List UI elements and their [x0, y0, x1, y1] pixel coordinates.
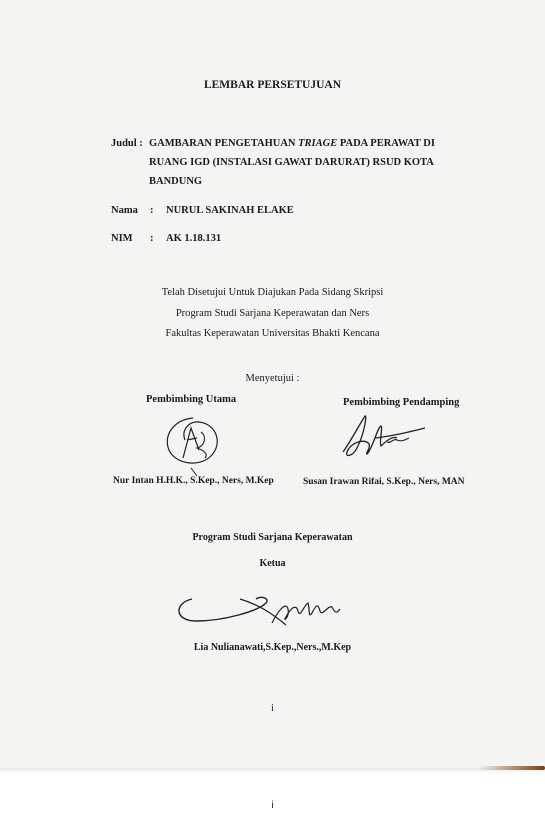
pembimbing-pendamping-role: Pembimbing Pendamping — [343, 397, 460, 408]
judul-line-3: BANDUNG — [149, 176, 203, 187]
judul-label: Judul : — [111, 138, 143, 149]
approval-line-3: Fakultas Keperawatan Universitas Bhakti Kencana — [165, 328, 380, 339]
pembimbing-utama-role: Pembimbing Utama — [146, 394, 237, 405]
scan-edge — [0, 768, 545, 774]
page-number-inner: i — [271, 703, 274, 714]
corner-mark — [478, 766, 545, 770]
nim-label: NIM — [111, 233, 133, 244]
nama-label: Nama — [111, 205, 138, 216]
nim-colon: : — [150, 233, 154, 244]
nama-colon: : — [150, 205, 154, 216]
document-title: LEMBAR PERSETUJUAN — [203, 79, 342, 91]
page-number-outer: i — [271, 800, 274, 811]
signature-pembimbing-utama — [155, 410, 240, 480]
approval-line-1: Telah Disetujui Untuk Diajukan Pada Sidang Skripsi — [161, 287, 384, 298]
signature-pembimbing-pendamping — [335, 408, 430, 468]
nim-value: AK 1.18.131 — [166, 233, 222, 244]
ketua-role: Ketua — [259, 558, 286, 569]
approval-line-2: Program Studi Sarjana Keperawatan dan Ners — [175, 308, 370, 319]
menyetujui-label: Menyetujui : — [245, 373, 300, 384]
program-label: Program Studi Sarjana Keperawatan — [192, 532, 353, 543]
ketua-name: Lia Nulianawati,S.Kep.,Ners.,M.Kep — [193, 642, 352, 653]
pembimbing-pendamping-name: Susan Irawan Rifai, S.Kep., Ners, MAN — [303, 477, 465, 487]
judul-line-2: RUANG IGD (INSTALASI GAWAT DARURAT) RSUD KOTA — [149, 157, 434, 168]
nama-value: NURUL SAKINAH ELAKE — [166, 205, 294, 216]
signature-ketua — [170, 575, 360, 635]
judul-line-1: GAMBARAN PENGETAHUAN TRIAGE PADA PERAWAT DI — [149, 138, 435, 149]
pembimbing-utama-name: Nur Intan H.H.K., S.Kep., Ners, M.Kep — [113, 476, 274, 486]
